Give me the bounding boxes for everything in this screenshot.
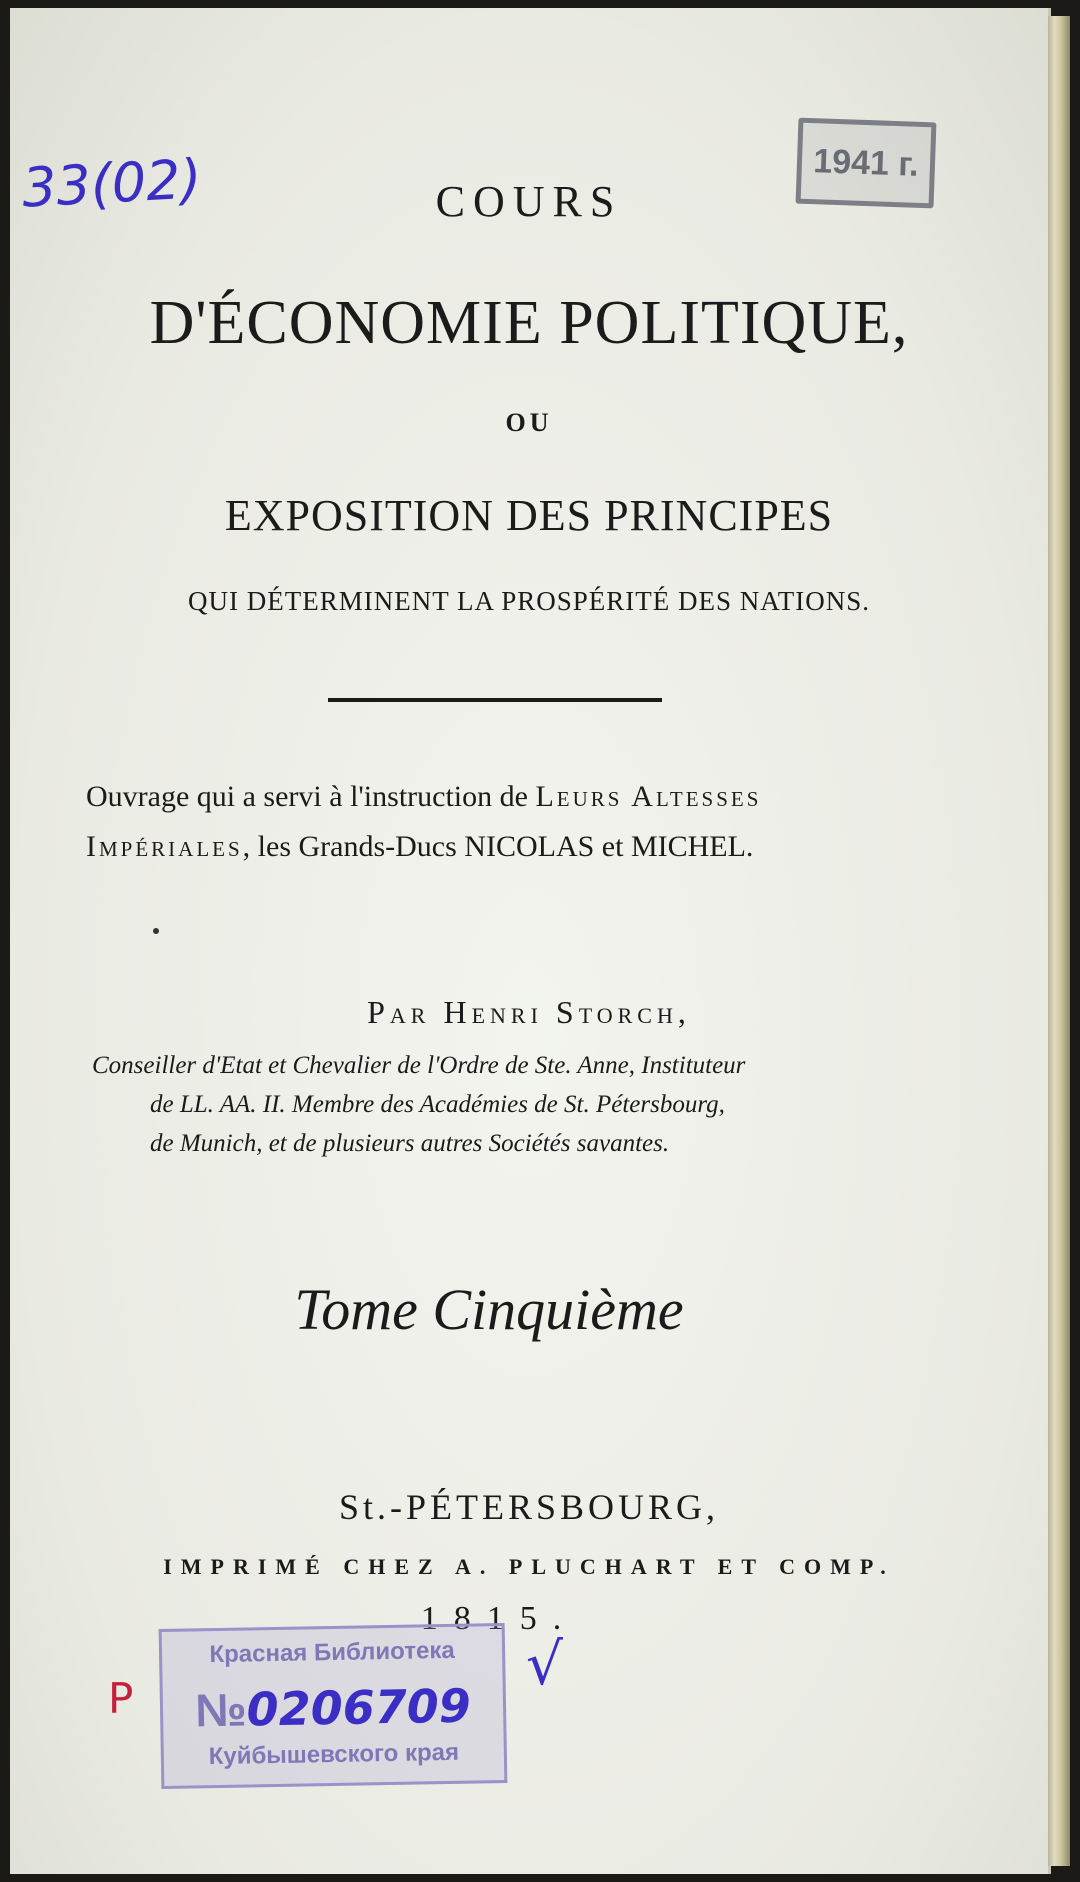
description-text-1a: Ouvrage qui a servi à l'instruction de xyxy=(86,780,536,813)
title-page xyxy=(10,8,1051,1874)
title-line-cours: COURS xyxy=(435,177,623,226)
library-stamp-line-3: Куйбышевского края xyxy=(208,1738,460,1771)
library-stamp-number-prefix: № xyxy=(194,1683,248,1737)
library-stamp xyxy=(159,1623,508,1789)
ink-dot xyxy=(153,928,159,934)
author-line: Par Henri Storch, xyxy=(367,994,691,1030)
page-edge xyxy=(1048,16,1070,1866)
title-line-ou: OU xyxy=(505,408,553,437)
handwritten-mark-p: P xyxy=(108,1674,134,1723)
volume-label: Tome Cinquième xyxy=(294,1277,684,1342)
description-line-2 xyxy=(86,830,946,864)
library-stamp-number: 0206709 xyxy=(246,1678,472,1737)
library-stamp-number-line xyxy=(163,1678,504,1738)
author-qualifications-line-1: Conseiller d'Etat et Chevalier de l'Ordre de Ste. Anne, Instituteur xyxy=(92,1052,746,1079)
description-text-2b: , les Grands-Ducs NICOLAS et MICHEL. xyxy=(242,830,754,863)
imprint-printer: IMPRIMÉ CHEZ A. PLUCHART ET COMP. xyxy=(163,1554,895,1579)
title-divider-rule xyxy=(328,698,662,702)
title-line-economie: D'ÉCONOMIE POLITIQUE, xyxy=(149,289,909,357)
year-stamp: 1941 г. xyxy=(796,118,937,209)
handwritten-shelfmark: 33(02) xyxy=(20,147,204,220)
title-line-exposition: EXPOSITION DES PRINCIPES xyxy=(224,491,834,540)
title-line-subtitle: QUI DÉTERMINENT LA PROSPÉRITÉ DES NATIONS. xyxy=(187,586,870,616)
check-mark: √ xyxy=(526,1630,563,1698)
author-qualifications-line-2: de LL. AA. II. Membre des Académies de St. Pétersbourg, xyxy=(150,1091,725,1118)
description-text-2a: Impériales xyxy=(86,830,243,863)
description-line-1 xyxy=(86,780,946,814)
author-qualifications-line-3: de Munich, et de plusieurs autres Sociétés savantes. xyxy=(150,1130,670,1157)
library-stamp-line-1: Красная Библиотека xyxy=(209,1636,455,1669)
description-text-1b: Leurs Altesses xyxy=(535,780,762,813)
imprint-year: 1815. xyxy=(420,1600,578,1637)
imprint-city: St.-PÉTERSBOURG, xyxy=(338,1487,720,1527)
